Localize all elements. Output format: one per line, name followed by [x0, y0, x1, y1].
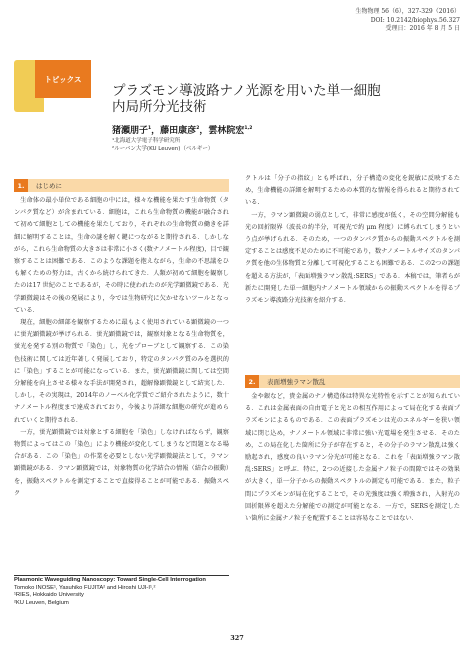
english-affiliation-2: ²KU Leuven, Belgium [14, 599, 69, 606]
right-column-body-bottom [245, 391, 460, 525]
author-3-affil: 1,2 [244, 126, 253, 131]
footer-rule [14, 575, 229, 576]
author-1: 猪瀬朋子 [112, 126, 149, 136]
author-3: 雲林院宏 [208, 126, 245, 136]
author-list [112, 123, 252, 136]
received-date: 受理日：2016 年 8 月 5 日 [385, 25, 460, 32]
body-paragraph: 現在，細胞の細部を観察するために最もよく使用されている顕微鏡の一つに蛍光顕微鏡が挙げられる．蛍光顕微鏡では，観察対象となる生命物質を，蛍光を発する別の物質で「染色」し，光をプローブとして観察する．この染色技術に関しては近年著しく発展しており，特定のタンパク質のみを選択的に「染色」することが可能になっている．また，蛍光顕微鏡に関しては空間分解能を向上させる様々な手法が開発され，超解像顕微鏡として結実した．しかし，その実現は，2014年のノーベル化学賞でご紹介されたように，数十ナノメートル程度まで達成されており，今後より詳細な細胞の研究が進められていくと期待される． [14, 319, 229, 424]
topic-badge: トピックス [35, 60, 91, 98]
section-1-heading [14, 179, 229, 192]
right-column-body-top [245, 173, 460, 307]
affiliation-1: ¹北海道大学電子科学研究所 [112, 138, 181, 144]
section-2-heading [245, 375, 460, 388]
title-line-1: プラズモン導波路ナノ光源を用いた単一細胞 [112, 83, 381, 99]
body-paragraph: 一方，ラマン顕微鏡の弱点として，非常に感度が低く，その空間分解能も光の回折限界（波長の約半分，可視光で約 μm 程度）に縛られてしまうという点が挙げられる．そのため，一つのタンパク質からの振動スペクトルを測定することは感度不足のために不可能であり，数ナノメートルサイズのタンパク質を他の生体物質と分離して可視化することも困難である．この2つの課題を超える方法が，「表面増強ラマン散乱:SERS」である．本稿では，筆者らが新たに開発した単一細胞内ナノメートル領域からの振動スペクトルを得るプラズモン導波路分光技術を紹介する． [245, 211, 460, 305]
body-paragraph: 一方，蛍光顕微鏡では対象とする細胞を「染色」しなければならず，観察物質によってはこの「染色」により機能が変化してしまうなど問題となる場合がある．この「染色」の作業を必要としない光学顕微鏡法として，ラマン顕微鏡がある．ラマン顕微鏡では，対象物質の化学結合の情報（結合の振動）を，振動スペクトルを測定することで直接得ることが可能である．振動スペク [14, 428, 229, 497]
body-paragraph: 金や銀など，貴金属のナノ構造体は特異な光特性を示すことが知られている．これは金属表面の自由電子と光との相互作用によって局在化する表面プラズモンによるものである．この表面プラズモンは光のエネルギーを狭い領域に閉じ込め，ナノメートル領域に非常に強い光電場を発生させる．そのため，この局在化した箇所に分子が存在すると，その分子のラマン散乱は強く励起され，感度の良いラマン分光が可能となる．これを「表面増強ラマン散乱:SERS」と呼ぶ．特に，2つの近接した金属ナノ粒子の間隙ではその効果が大きく，単一分子からの振動スペクトルの測定も可能である．また，粒子間にプラズモンが局在化することで，その光強度は強く増強され，入射光の回折限界を超えた分解能での測定が可能となる．一方で，SERSを測定したい箇所に金属ナノ粒子を配置することは容易なことではない． [245, 393, 460, 523]
section-title: 表面増強ラマン散乱 [267, 378, 326, 386]
english-authors: Tomoko INOSE¹, Yasuhiko FUJITA² and Hiroshi UJI-I¹,² [14, 584, 156, 591]
author-1-affil: 1 [148, 126, 152, 131]
body-paragraph: クトルは「分子の指紋」とも呼ばれ，分子構造の変化を鋭敏に反映するため，生命機能の詳細を解明するための本質的な情報を得られると期待されている. [245, 175, 460, 207]
author-separator: ， [199, 126, 209, 136]
doi: DOI: 10.2142/biophys.56.327 [370, 16, 460, 24]
author-2: 藤田康彦 [160, 126, 197, 136]
journal-metadata [355, 8, 460, 34]
title-line-2: 内局所分光技術 [112, 98, 207, 115]
section-number: 2. [245, 375, 259, 388]
english-title-block [14, 577, 229, 607]
author-2-affil: 2 [196, 126, 200, 131]
author-separator: ， [151, 126, 161, 136]
english-title: Plasmonic Waveguiding Nanoscopy: Toward Single-Cell Interrogation [14, 577, 206, 583]
affiliation-2: ²ルーバン大学(KU Leuven)（ベルギー） [112, 146, 214, 152]
section-number: 1. [14, 179, 28, 192]
body-paragraph: 生命体の最小単位である細胞の中には，様々な機能を果たす生命物質（タンパク質など）が含まれている．細胞は，これら生命物質の機能が融合されて初めて細胞としての機能を果たしており，それぞれの生命物質の働きを詳細に解明することは，生命の謎を解く鍵につながると期待される．しかしながら，これら生命物質の大きさは非常に小さく(数ナノメートル程度)，目で観察することは困難である．このような課題を抱えながら，生命の不思議をひも解くための努力は，古くから続けられてきた．人類が初めて細胞を観察したのは17 世紀のことであるが，その時に使われたのが光学顕微鏡である．光学顕微鏡はその後の発展により，今では生物研究に欠かせないツールとなっている． [14, 197, 229, 314]
section-title: はじめに [36, 182, 62, 190]
left-column-body [14, 195, 229, 500]
article-title [112, 84, 452, 115]
english-affiliation-1: ¹RIES, Hokkaido University [14, 592, 84, 599]
journal-citation: 生物物理 56（6），327-329（2016） [355, 8, 460, 15]
page-number: 327 [230, 634, 244, 642]
